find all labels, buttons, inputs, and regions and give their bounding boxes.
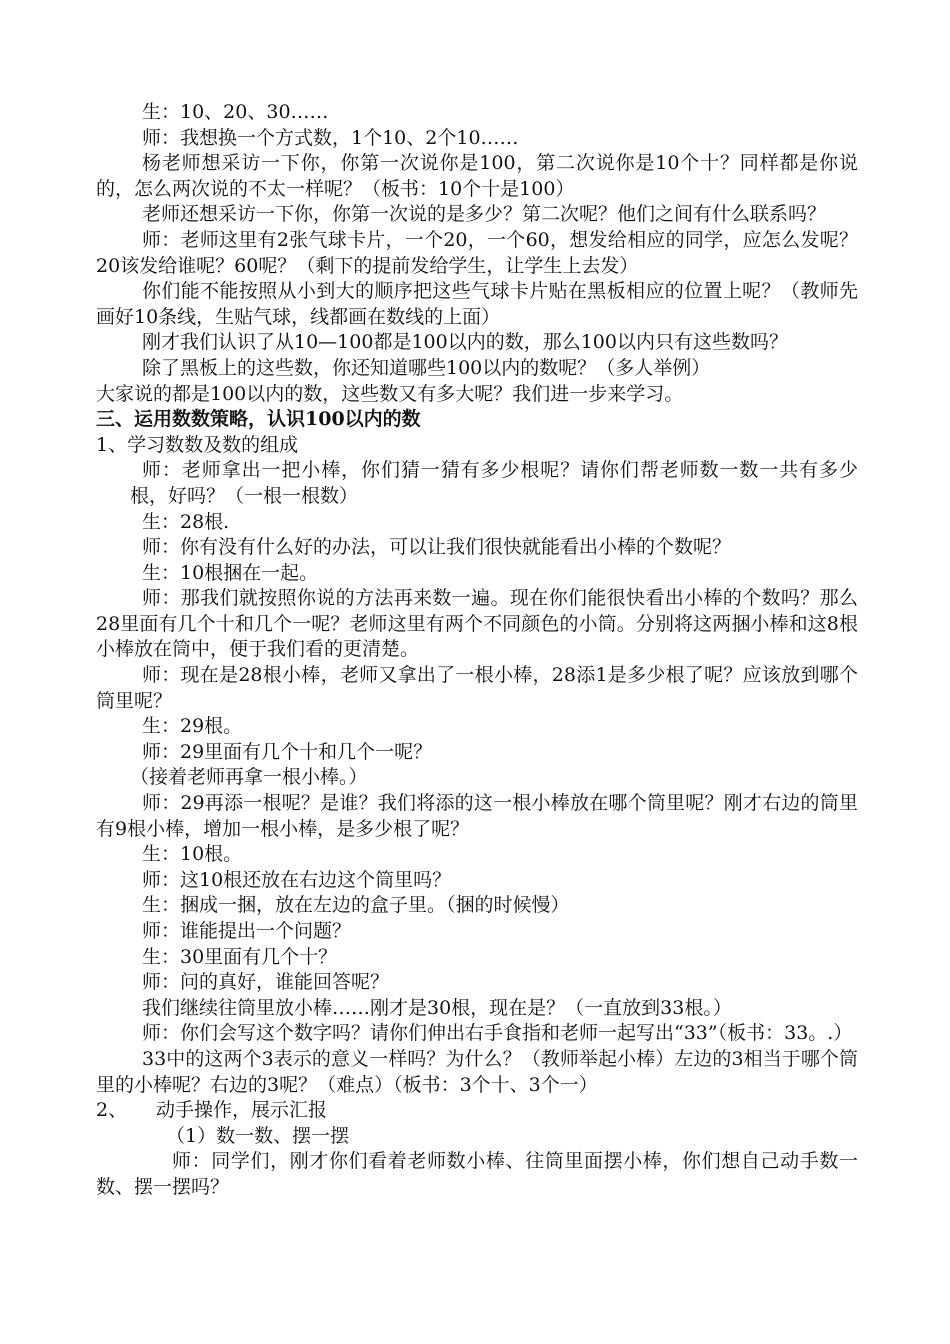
paragraph: 生：捆成一捆，放在左边的盒子里。（捆的时候慢） <box>142 894 570 917</box>
subsection-heading <box>96 1098 858 1124</box>
paragraph: 师：现在是28根小棒，老师又拿出了一根小棒，28添1是多少根了呢？应该放到哪个筒里呢？ <box>96 664 858 712</box>
paragraph: 师：老师这里有2张气球卡片，一个20，一个60，想发给相应的同学，应怎么发呢？20该发给谁呢？60呢？（剩下的提前发给学生，让学生上去发） <box>96 228 858 277</box>
document-body <box>96 100 858 1201</box>
paragraph: 老师还想采访一下你，你第一次说的是多少？第二次呢？他们之间有什么联系吗？ <box>142 203 827 226</box>
list-number: 2、 <box>96 1099 128 1122</box>
paragraph: 生：28根. <box>142 510 230 533</box>
paragraph: 师：同学们，刚才你们看着老师数小棒、往筒里面摆小棒，你们想自己动手数一数、摆一摆吗？ <box>96 1150 858 1198</box>
paragraph: 生：10根。 <box>142 843 243 866</box>
paragraph: 33中的这两个3表示的意义一样吗？为什么？（教师举起小棒）左边的3相当于哪个筒里的小棒呢？右边的3呢？（难点）（板书：3个十、3个一） <box>96 1047 858 1096</box>
paragraph: 刚才我们认识了从10—100都是100以内的数，那么100以内只有这些数吗？ <box>142 331 788 354</box>
paragraph: （接着老师再拿一根小棒。） <box>130 766 368 789</box>
subsection-heading: （1）数一数、摆一摆 <box>166 1124 350 1147</box>
paragraph: 大家说的都是100以内的数，这些数又有多大呢？我们进一步来学习。 <box>96 382 684 405</box>
paragraph: 生：30里面有几个十？ <box>142 945 338 968</box>
paragraph: 师：谁能提出一个问题？ <box>142 920 352 942</box>
paragraph: 师：那我们就按照你说的方法再来数一遍。现在你们能很快看出小棒的个数吗？那么28里面有几个十和几个一呢？老师这里有两个不同颜色的小筒。分别将这两捆小棒和这8根小棒放在筒中，便于我们看的更清楚。 <box>96 587 858 661</box>
section-heading: 三、运用数数策略，认识100以内的数 <box>96 408 421 431</box>
paragraph: 生：29根。 <box>142 715 243 738</box>
paragraph: 杨老师想采访一下你，你第一次说你是100，第二次说你是10个十？同样都是你说的，怎么两次说的不太一样呢？（板书：10个十是100） <box>96 152 858 200</box>
paragraph: 我们继续往筒里放小棒……刚才是30根，现在是？（一直放到33根。） <box>142 996 732 1019</box>
paragraph: 生：10根捆在一起。 <box>142 561 319 584</box>
paragraph: 师：你们会写这个数字吗？请你们伸出右手食指和老师一起写出“33”（板书：33。.） <box>142 1022 853 1045</box>
paragraph: 师：这10根还放在右边这个筒里吗？ <box>142 868 452 891</box>
paragraph: 师：29再添一根呢？是谁？我们将添的这一根小棒放在哪个筒里呢？刚才右边的筒里有9根小棒，增加一根小棒，是多少根了呢？ <box>96 792 858 840</box>
subsection-title: 动手操作，展示汇报 <box>156 1099 328 1122</box>
paragraph: 师：你有没有什么好的办法，可以让我们很快就能看出小棒的个数呢？ <box>142 536 732 559</box>
paragraph: 师：问的真好，谁能回答呢？ <box>142 971 390 994</box>
paragraph: 你们能不能按照从小到大的顺序把这些气球卡片贴在黑板相应的位置上呢？（教师先画好10条线，生贴气球，线都画在数线的上面） <box>96 280 858 328</box>
paragraph: 师：老师拿出一把小棒，你们猜一猜有多少根呢？请你们帮老师数一数一共有多少根，好吗？（一根一根数） <box>130 459 858 507</box>
paragraph: 师：29里面有几个十和几个一呢？ <box>142 740 433 763</box>
paragraph: 除了黑板上的这些数，你还知道哪些100以内的数呢？（多人举例） <box>142 356 711 379</box>
paragraph: 师：我想换一个方式数，1个10、2个10…… <box>142 126 519 149</box>
paragraph: 生：10、20、30…… <box>142 101 329 123</box>
subsection-heading: 1、学习数数及数的组成 <box>96 433 299 456</box>
